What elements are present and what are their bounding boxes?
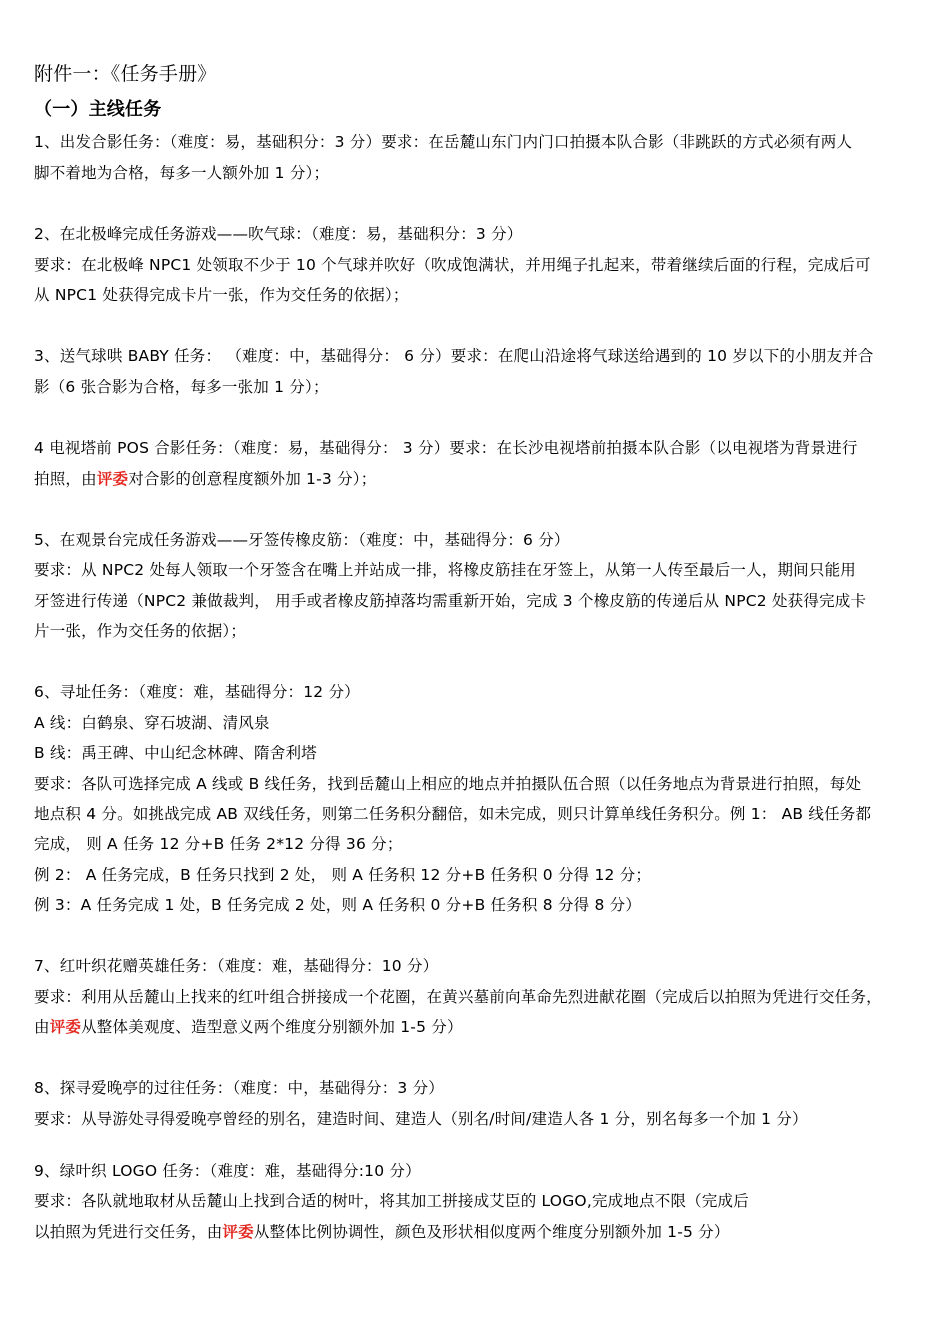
task-5-line-2: 要求：从 NPC2 处每人领取一个牙签含在嘴上并站成一排，将橡皮筋挂在牙签上，从第一人传至最后一人，期间只能用	[34, 561, 856, 579]
task-6-example-2: 例 2： A 任务完成，B 任务只找到 2 处， 则 A 任务积 12 分+B 任务积 0 分得 12 分；	[34, 866, 652, 884]
task-7-line-1: 7、红叶织花赠英雄任务：（难度：难，基础得分：10 分）	[34, 957, 439, 975]
task-7-line-3-end: 从整体美观度、造型意义两个维度分别额外加 1-5 分）	[81, 1018, 463, 1036]
task-8-line-1: 8、探寻爱晚亭的过往任务：（难度：中，基础得分：3 分）	[34, 1079, 445, 1097]
judge-highlight: 评委	[96, 470, 129, 488]
task-6-route-b: B 线：禹王碑、中山纪念林碑、隋舍利塔	[34, 744, 317, 762]
task-1-line-1: 1、出发合影任务：（难度：易，基础积分：3 分）要求：在岳麓山东门内门口拍摄本队合影（非跳跃的方式必须有两人	[34, 133, 853, 151]
task-8-line-2: 要求：从导游处寻得爱晚亭曾经的别名，建造时间、建造人（别名/时间/建造人各 1 分，别名每多一个加 1 分）	[34, 1110, 808, 1128]
task-2-line-3: 从 NPC1 处获得完成卡片一张，作为交任务的依据）；	[34, 286, 409, 304]
task-6-line-6: 完成， 则 A 任务 12 分+B 任务 2*12 分得 36 分；	[34, 835, 403, 853]
task-9-line-3-start: 以拍照为凭进行交任务，由	[34, 1223, 223, 1241]
task-3-line-2: 影（6 张合影为合格，每多一张加 1 分）；	[34, 378, 329, 396]
task-3-line-1: 3、送气球哄 BABY 任务： （难度：中，基础得分： 6 分）要求：在爬山沿途将气球送给遇到的 10 岁以下的小朋友并合	[34, 347, 874, 365]
task-2-line-2: 要求：在北极峰 NPC1 处领取不少于 10 个气球并吹好（吹成饱满状，并用绳子扎起来，带着继续后面的行程，完成后可	[34, 256, 871, 274]
task-1-line-2: 脚不着地为合格，每多一人额外加 1 分）；	[34, 164, 330, 182]
task-7-line-3-start: 由	[34, 1018, 50, 1036]
document-title: 附件一：《任务手册》	[34, 63, 217, 85]
task-9-line-2: 要求：各队就地取材从岳麓山上找到合适的树叶，将其加工拼接成艾臣的 LOGO,完成地点不限（完成后	[34, 1192, 749, 1210]
task-4-line-2-end: 对合影的创意程度额外加 1-3 分）；	[128, 470, 377, 488]
task-6-line-1: 6、寻址任务：（难度：难，基础得分：12 分）	[34, 683, 360, 701]
task-9-line-3-end: 从整体比例协调性，颜色及形状相似度两个维度分别额外加 1-5 分）	[253, 1223, 730, 1241]
task-6-example-3: 例 3：A 任务完成 1 处，B 任务完成 2 处，则 A 任务积 0 分+B 任务积 8 分得 8 分）	[34, 896, 642, 914]
task-4-line-2-start: 拍照，由	[34, 470, 97, 488]
judge-highlight: 评委	[222, 1223, 254, 1241]
task-9-line-3	[34, 1222, 730, 1242]
section-title: （一）主线任务	[34, 99, 162, 120]
task-6-line-5: 地点积 4 分。如挑战完成 AB 双线任务，则第二任务积分翻倍，如未完成，则只计算单线任务积分。例 1： AB 线任务都	[34, 805, 872, 823]
task-4-line-2	[34, 469, 376, 489]
task-5-line-3: 牙签进行传递（NPC2 兼做裁判， 用手或者橡皮筋掉落均需重新开始，完成 3 个橡皮筋的传递后从 NPC2 处获得完成卡	[34, 592, 867, 610]
task-6-route-a: A 线：白鹤泉、穿石坡湖、清风泉	[34, 714, 270, 732]
task-5-line-1: 5、在观景台完成任务游戏——牙签传橡皮筋：（难度：中，基础得分：6 分）	[34, 531, 570, 549]
task-2-line-1: 2、在北极峰完成任务游戏——吹气球：（难度：易，基础积分：3 分）	[34, 225, 523, 243]
task-6-line-4: 要求：各队可选择完成 A 线或 B 线任务，找到岳麓山上相应的地点并拍摄队伍合照（以任务地点为背景进行拍照，每处	[34, 775, 862, 793]
task-7-line-3	[34, 1017, 463, 1037]
task-7-line-2: 要求：利用从岳麓山上找来的红叶组合拼接成一个花圈，在黄兴墓前向革命先烈进献花圈（完成后以拍照为凭进行交任务，	[34, 988, 882, 1006]
task-5-line-4: 片一张，作为交任务的依据）；	[34, 622, 247, 640]
task-9-line-1: 9、绿叶织 LOGO 任务：（难度：难，基础得分:10 分）	[34, 1162, 421, 1180]
task-4-line-1: 4 电视塔前 POS 合影任务：（难度：易，基础得分： 3 分）要求：在长沙电视塔前拍摄本队合影（以电视塔为背景进行	[34, 439, 858, 457]
judge-highlight: 评委	[49, 1018, 82, 1036]
